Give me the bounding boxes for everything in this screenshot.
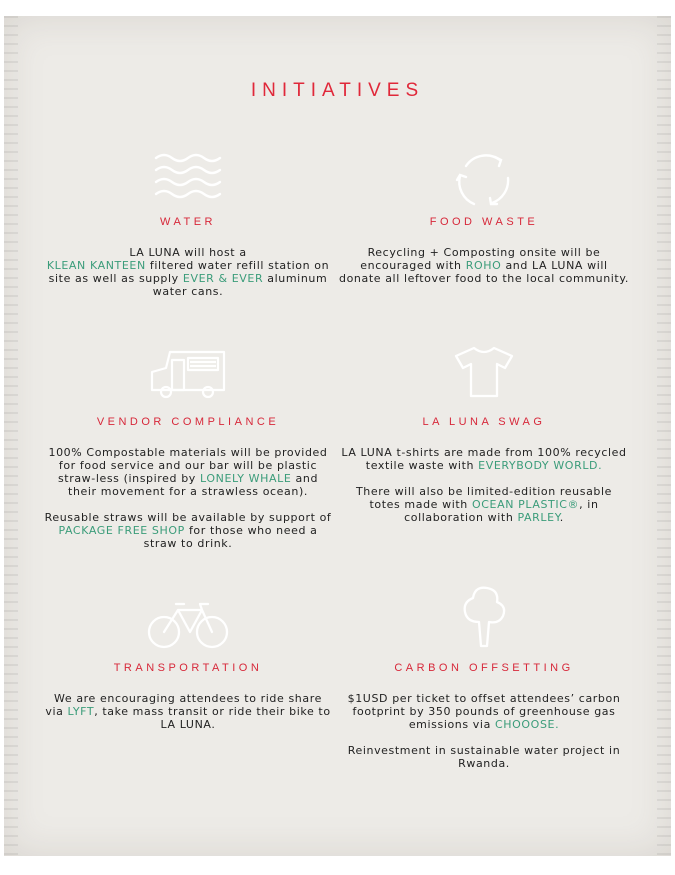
transport-text-2: , take mass transit or ride their bike to LA LUNA. (94, 705, 331, 731)
carbon-text-2: Reinvestment in sustainable water project in Rwanda. (347, 744, 621, 770)
roho-link[interactable]: ROHO (465, 259, 502, 272)
food-waste-text (339, 246, 629, 285)
ocean-plastic-link[interactable]: OCEAN PLASTIC® (471, 498, 580, 511)
swag-text-4: . (559, 511, 564, 524)
transportation-text (43, 692, 333, 731)
chooose-link[interactable]: CHOOOSE. (495, 718, 560, 731)
section-carbon-offsetting (339, 584, 629, 783)
recycle-icon (339, 148, 629, 212)
swag-text-3: , in collaboration with (404, 498, 599, 524)
vendor-text-4: for those who need a straw to drink. (143, 524, 318, 550)
klean-kanteen-link[interactable]: KLEAN KANTEEN (46, 259, 146, 272)
vendor-text-3: Reusable straws will be available by support of (44, 511, 332, 524)
lyft-link[interactable]: LYFT (67, 705, 95, 718)
water-text-1: LA LUNA will host a (129, 246, 247, 259)
bicycle-icon (43, 598, 333, 652)
swag-text-2: There will also be limited-edition reusable totes made with (355, 485, 613, 511)
ever-and-ever-link[interactable]: EVER & EVER (182, 272, 264, 285)
cloud-icon (339, 584, 629, 654)
package-free-shop-link[interactable]: PACKAGE FREE SHOP (58, 524, 185, 537)
section-transportation (43, 598, 333, 744)
swag-text-1: LA LUNA t-shirts are made from 100% recycled textile waste with (341, 446, 627, 472)
food-waste-text-1: Recycling + Composting onsite will be encouraged with (360, 246, 601, 272)
section-food-waste (339, 148, 629, 298)
food-waste-text-2: and LA LUNA will donate all leftover food to the local community. (339, 259, 629, 285)
food-waste-heading: FOOD WASTE (429, 216, 539, 228)
food-truck-icon (43, 348, 333, 408)
la-luna-swag-heading: LA LUNA SWAG (422, 416, 546, 428)
vendor-text-1: 100% Compostable materials will be provided for food service and our bar will be plastic straw-less (inspired by (48, 446, 328, 485)
carbon-offsetting-heading: CARBON OFFSETTING (394, 662, 574, 674)
section-water (43, 152, 333, 311)
water-text-3: aluminum water cans. (152, 272, 328, 298)
water-text-2: filtered water refill station on site as well as supply (48, 259, 330, 285)
section-vendor-compliance (43, 348, 333, 563)
title-wrap (0, 80, 675, 102)
vendor-compliance-heading: VENDOR COMPLIANCE (96, 416, 280, 428)
vendor-compliance-text (43, 446, 333, 550)
everybody-world-link[interactable]: EVERYBODY WORLD. (478, 459, 603, 472)
la-luna-swag-text (339, 446, 629, 524)
grunge-edge-left (4, 16, 18, 856)
water-text (43, 246, 333, 298)
grunge-edge-right (657, 16, 671, 856)
transportation-heading: TRANSPORTATION (113, 662, 263, 674)
tshirt-icon (339, 344, 629, 408)
carbon-text-1: $1USD per ticket to offset attendees’ carbon footprint by 350 pounds of greenhouse gas emissions via (347, 692, 621, 731)
section-la-luna-swag (339, 344, 629, 537)
vendor-text-2: and their movement for a strawless ocean). (68, 472, 319, 498)
waves-icon (43, 152, 333, 212)
transport-text-1: We are encouraging attendees to ride share via (45, 692, 322, 718)
page-title: INITIATIVES (250, 80, 425, 101)
lonely-whale-link[interactable]: LONELY WHALE (200, 472, 292, 485)
carbon-offsetting-text (339, 692, 629, 770)
water-heading: WATER (160, 216, 216, 228)
parley-link[interactable]: PARLEY (517, 511, 560, 524)
